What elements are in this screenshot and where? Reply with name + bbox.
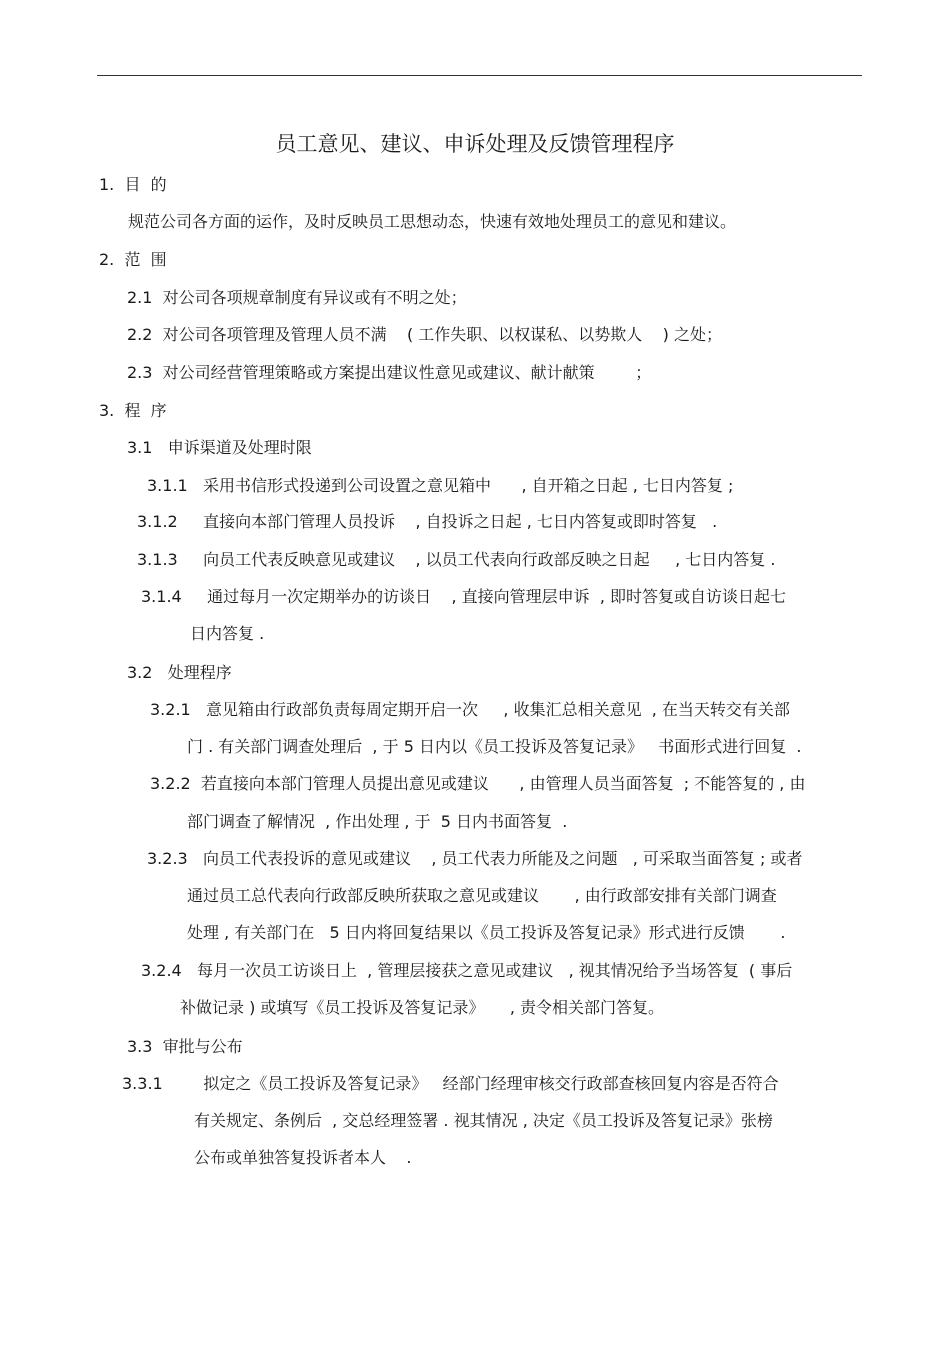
item-3-2-4-cont: 补做记录 ) 或填写《员工投诉及答复记录》 , 责令相关部门答复。 <box>180 998 665 1017</box>
item-3-2-3-cont2: 处理 , 有关部门在 5 日内将回复结果以《员工投诉及答复记录》形式进行反馈 . <box>187 923 786 942</box>
item-3-2-2-cont: 部门调查了解情况 , 作出处理 , 于 5 日内书面答复 . <box>187 812 568 831</box>
document-title: 员工意见、建议、申诉处理及反馈管理程序 <box>275 132 675 156</box>
item-2-2: 2.2 对公司各项管理及管理人员不满 ( 工作失职、以权谋私、以势欺人 ) 之处； <box>127 325 722 344</box>
item-2-3: 2.3 对公司经营管理策略或方案提出建议性意见或建议、献计献策 ； <box>127 363 652 382</box>
section-2-heading: 2. 范 围 <box>99 250 167 269</box>
item-2-1: 2.1 对公司各项规章制度有异议或有不明之处； <box>127 288 467 307</box>
item-3-2-3-cont1: 通过员工总代表向行政部反映所获取之意见或建议 , 由行政部安排有关部门调查 <box>187 886 777 905</box>
section-1-heading: 1. 目 的 <box>99 175 167 194</box>
section-3-heading: 3. 程 序 <box>99 401 167 420</box>
item-3-3-1-cont2: 公布或单独答复投诉者本人 . <box>194 1148 412 1167</box>
item-3-2-1: 3.2.1 意见箱由行政部负责每周定期开启一次 , 收集汇总相关意见 , 在当天转交有关部 <box>150 700 790 719</box>
item-3-2-1-cont: 门 . 有关部门调查处理后 , 于 5 日内以《员工投诉及答复记录》 书面形式进行回复 . <box>187 737 802 756</box>
item-3-1-1: 3.1.1 采用书信形式投递到公司设置之意见箱中 , 自开箱之日起 , 七日内答复 ; <box>147 476 734 495</box>
item-3-3-1: 3.3.1 拟定之《员工投诉及答复记录》 经部门经理审核交行政部查核回复内容是否符合 <box>122 1074 779 1093</box>
section-1-body: 规范公司各方面的运作，及时反映员工思想动态，快速有效地处理员工的意见和建议。 <box>128 212 737 231</box>
item-3-2-3: 3.2.3 向员工代表投诉的意见或建议 , 员工代表力所能及之问题 , 可采取当面答复 ; 或者 <box>147 849 803 868</box>
item-3-3-1-cont1: 有关规定、条例后 , 交总经理签署 . 视其情况 , 决定《员工投诉及答复记录》张榜 <box>194 1111 773 1130</box>
item-3-2-4: 3.2.4 每月一次员工访谈日上 , 管理层接获之意见或建议 , 视其情况给予当场答复 ( 事后 <box>141 961 793 980</box>
item-3-1-3: 3.1.3 向员工代表反映意见或建议 , 以员工代表向行政部反映之日起 , 七日内答复 . <box>137 550 776 569</box>
item-3-2: 3.2 处理程序 <box>127 663 232 682</box>
item-3-1-4-cont: 日内答复 . <box>190 624 265 643</box>
item-3-1-2: 3.1.2 直接向本部门管理人员投诉 , 自投诉之日起 , 七日内答复或即时答复 . <box>137 512 718 531</box>
item-3-3: 3.3 审批与公布 <box>127 1037 243 1056</box>
item-3-1: 3.1 申诉渠道及处理时限 <box>127 438 312 457</box>
item-3-1-4: 3.1.4 通过每月一次定期举办的访谈日 , 直接向管理层申诉 , 即时答复或自访谈日起七 <box>141 587 787 606</box>
item-3-2-2: 3.2.2 若直接向本部门管理人员提出意见或建议 , 由管理人员当面答复 ; 不能答复的 , 由 <box>150 774 806 793</box>
header-rule <box>97 75 862 76</box>
